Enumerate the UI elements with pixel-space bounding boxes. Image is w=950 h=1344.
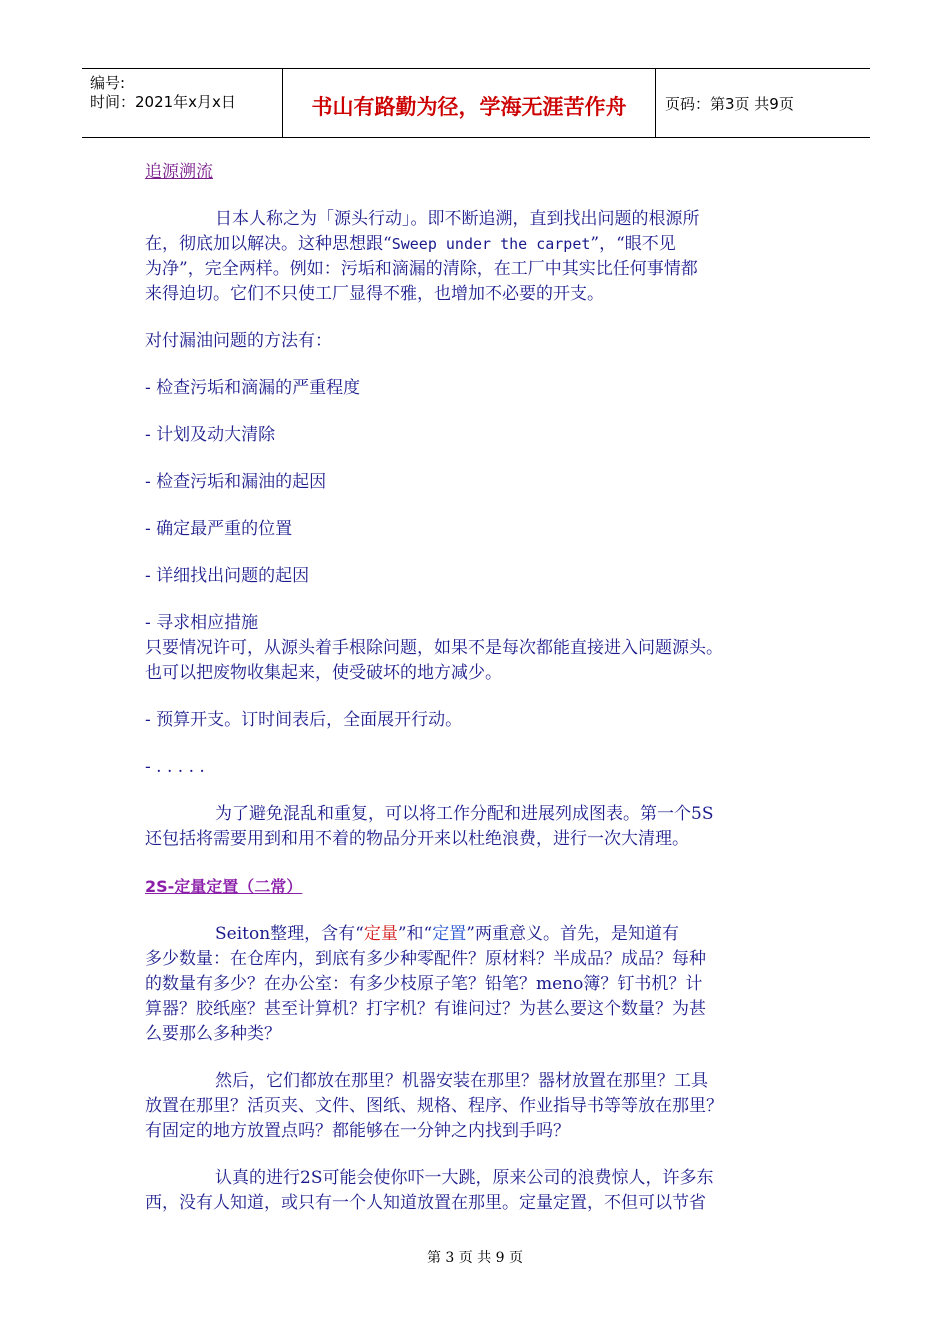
paragraph-line: 也可以把废物收集起来，使受破坏的地方减少。 — [145, 663, 502, 683]
document-header — [82, 68, 870, 138]
time-label: 时间：2021年x月x日 — [90, 93, 236, 111]
code-label: 编号: — [90, 74, 126, 92]
emphasis-term: 定置 — [432, 924, 467, 944]
paragraph-line: 然后，它们都放在那里？机器安装在那里？器材放置在那里？工具 — [215, 1071, 708, 1091]
paragraph-line: 的数量有多少？在办公室：有多少枝原子笔？铅笔？meno簿？钉书机？计 — [145, 974, 703, 994]
page-info: 页码：第3页 共9页 — [665, 95, 794, 113]
list-item: - 确定最严重的位置 — [145, 519, 293, 539]
paragraph-line: 算器？胶纸座？甚至计算机？打字机？有谁问过？为甚么要这个数量？为甚 — [145, 999, 706, 1019]
text-span: ”两重意义。首先，是知道有 — [466, 924, 679, 944]
paragraph-line: 来得迫切。它们不只使工厂显得不雅，也增加不必要的开支。 — [145, 284, 604, 304]
paragraph-line: 为了避免混乱和重复，可以将工作分配和进展列成图表。第一个5S — [215, 804, 714, 824]
list-item: - 计划及动大清除 — [145, 425, 276, 445]
paragraph-line: 多少数量：在仓库内，到底有多少种零配件？原材料？半成品？成品？每种 — [145, 949, 706, 969]
english-phrase: Sweep under the carpet — [391, 235, 591, 253]
paragraph-line — [145, 232, 676, 256]
paragraph-line: 西，没有人知道，或只有一个人知道放置在那里。定量定置，不但可以节省 — [145, 1193, 706, 1213]
paragraph-line: 么要那么多种类？ — [145, 1024, 281, 1044]
list-item: - . . . . . — [145, 757, 205, 777]
text-span: 在，彻底加以解决。这种思想跟“ — [145, 234, 392, 254]
text-span: ”，“眼不见 — [590, 234, 676, 254]
list-item: - 寻求相应措施 — [145, 613, 259, 633]
page-footer: 第 3 页 共 9 页 — [426, 1250, 524, 1266]
paragraph-line — [215, 922, 679, 946]
text-span: ”和“ — [397, 924, 433, 944]
motto: 书山有路勤为径，学海无涯苦作舟 — [311, 95, 627, 119]
paragraph-line: 认真的进行2S可能会使你吓一大跳，原来公司的浪费惊人，许多东 — [215, 1168, 714, 1188]
section-heading-1[interactable]: 追源溯流 — [145, 162, 213, 182]
text-span: Seiton整理，含有“ — [215, 924, 364, 944]
list-item: - 详细找出问题的起因 — [145, 566, 310, 586]
paragraph-line: 放置在那里？活页夹、文件、图纸、规格、程序、作业指导书等等放在那里？ — [145, 1096, 723, 1116]
paragraph-line: 还包括将需要用到和用不着的物品分开来以杜绝浪费，进行一次大清理。 — [145, 829, 689, 849]
paragraph-line: 日本人称之为「源头行动」。即不断追溯，直到找出问题的根源所 — [215, 209, 700, 229]
paragraph-line: 有固定的地方放置点吗？都能够在一分钟之内找到手吗？ — [145, 1121, 570, 1141]
section-heading-2[interactable]: 2S-定量定置（二常） — [145, 877, 303, 896]
header-motto-cell — [282, 69, 656, 137]
paragraph-line: 只要情况许可，从源头着手根除问题，如果不是每次都能直接进入问题源头。 — [145, 638, 723, 658]
list-item: - 预算开支。订时间表后，全面展开行动。 — [145, 710, 463, 730]
paragraph-line: 为净”，完全两样。例如：污垢和滴漏的清除，在工厂中其实比任何事情都 — [145, 259, 698, 279]
emphasis-term: 定量 — [363, 924, 398, 944]
header-page-cell — [655, 69, 870, 137]
list-item: - 检查污垢和漏油的起因 — [145, 472, 327, 492]
header-meta-cell — [82, 69, 282, 137]
list-item: - 检查污垢和滴漏的严重程度 — [145, 378, 361, 398]
paragraph-line: 对付漏油问题的方法有： — [145, 331, 332, 351]
